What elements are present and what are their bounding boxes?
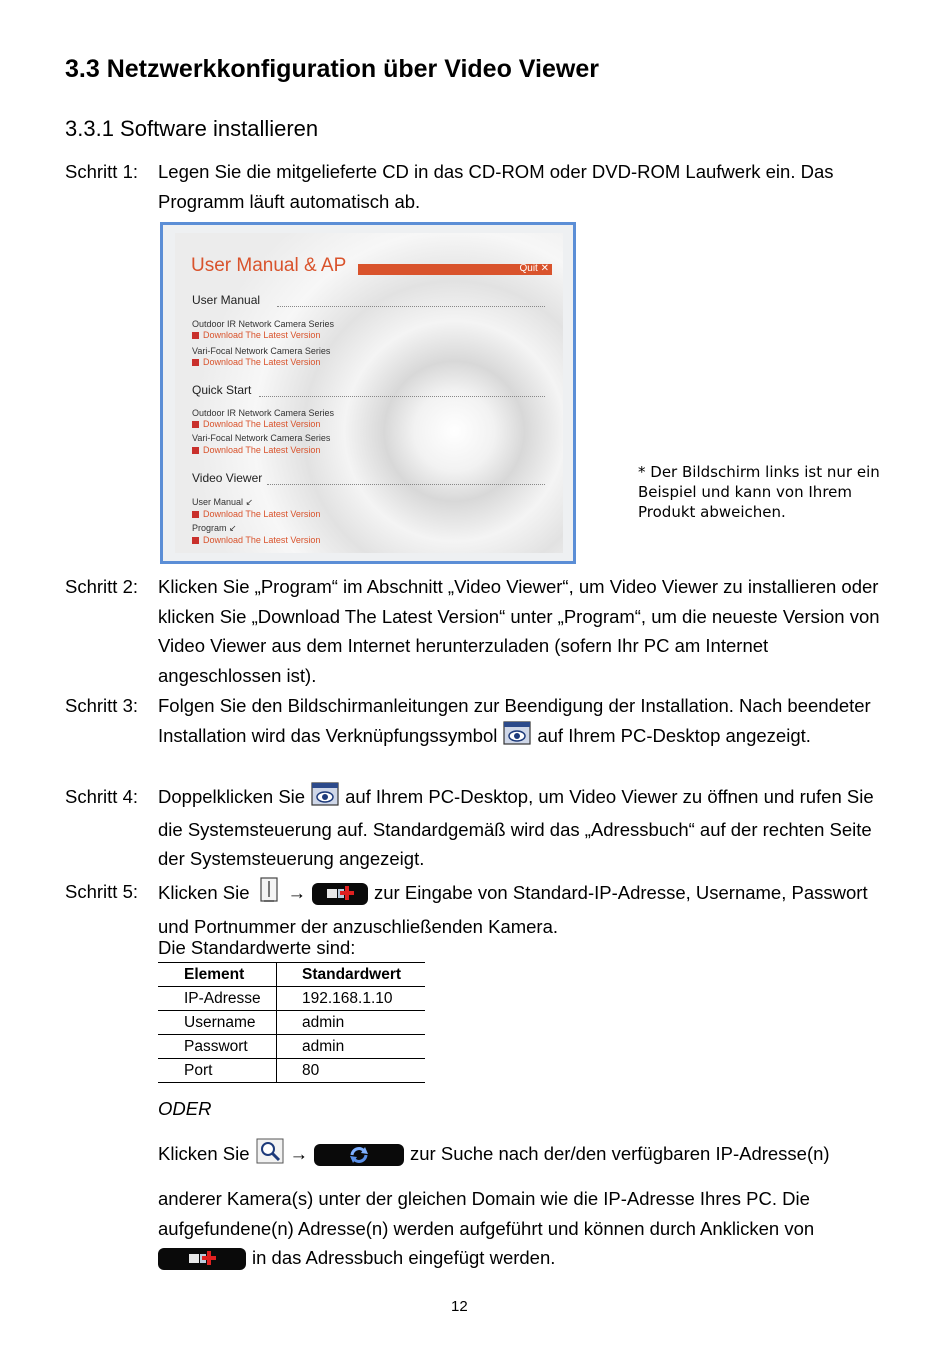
step-5-text-a: Klicken Sie (158, 882, 250, 904)
screenshot-download-link[interactable]: Download The Latest Version (192, 535, 320, 545)
page-title: 3.3 Netzwerkkonfiguration über Video Viewer (65, 55, 599, 83)
arrow: → (287, 882, 307, 904)
installer-screenshot (160, 222, 576, 564)
step-5-text-b: zur Eingabe von Standard-IP-Adresse, Username, Passwort und Portnummer der anzuschließenden Kamera. (158, 882, 868, 937)
step-4-text (158, 782, 893, 874)
screenshot-outdoor-1: Outdoor IR Network Camera Series (192, 319, 335, 329)
step-4-text-b: auf Ihrem PC-Desktop, um Video Viewer zu öffnen und rufen Sie die Systemsteuerung auf. Standardgemäß wird das „Adressbuch“ auf der rechten Seite der Systemsteuerung angezeigt. (158, 786, 874, 869)
step-4-label: Schritt 4: (65, 786, 138, 807)
table-cell: Username (158, 1011, 277, 1035)
screenshot-title-bar (358, 264, 552, 275)
step-3-label: Schritt 3: (65, 695, 138, 716)
table-header-default: Standardwert (277, 963, 426, 987)
screenshot-title: User Manual & AP (191, 255, 347, 276)
add-camera-button (312, 883, 368, 905)
step-1-text: Legen Sie die mitgelieferte CD in das CD-ROM oder DVD-ROM Laufwerk ein. Das Programm läuft automatisch ab. (158, 161, 834, 212)
screenshot-download-link[interactable]: Download The Latest Version (192, 509, 320, 519)
search-text-d: in das Adressbuch eingefügt werden. (252, 1247, 556, 1268)
search-icon (256, 1138, 284, 1173)
screenshot-varifocal-2: Vari-Focal Network Camera Series (192, 433, 331, 443)
step-3-text (158, 691, 893, 753)
screenshot-vv-program[interactable]: Program ↙ (192, 523, 237, 533)
dotted-line (267, 484, 545, 485)
arrow: → (289, 1143, 309, 1165)
step-5-label: Schritt 5: (65, 881, 138, 902)
table-cell: Port (158, 1059, 277, 1083)
screenshot-varifocal-1: Vari-Focal Network Camera Series (192, 346, 331, 356)
screenshot-quick-start-heading: Quick Start (192, 383, 252, 397)
defaults-intro: Die Standardwerte sind: (158, 937, 356, 958)
screenshot-download-link[interactable]: Download The Latest Version (192, 419, 320, 429)
page-number: 12 (451, 1298, 468, 1315)
defaults-table (158, 962, 425, 1083)
step-3-text-b: auf Ihrem PC-Desktop angezeigt. (537, 724, 811, 746)
table-cell: admin (277, 1011, 426, 1035)
table-cell: IP-Adresse (158, 987, 277, 1011)
screenshot-background (175, 233, 563, 553)
search-text-a: Klicken Sie (158, 1143, 250, 1165)
oder-label: ODER (158, 1098, 212, 1119)
screenshot-vv-user-manual[interactable]: User Manual ↙ (192, 497, 254, 507)
search-line-2 (158, 1243, 893, 1273)
screenshot-outdoor-2: Outdoor IR Network Camera Series (192, 408, 335, 418)
screenshot-download-link[interactable]: Download The Latest Version (192, 330, 320, 340)
table-row (158, 987, 425, 1011)
dotted-line (259, 396, 545, 397)
table-row (158, 1059, 425, 1083)
search-line (158, 1138, 918, 1173)
search-text-c: anderer Kamera(s) unter der gleichen Domain wie die IP-Adresse Ihres PC. Die aufgefundene(n) Adresse(n) werden aufgeführt und können durch Anklicken von (158, 1188, 815, 1239)
step-3-text-a: Folgen Sie den Bildschirmanleitungen zur Beendigung der Installation. Nach beendeter Installation wird das Verknüpfungssymbol (158, 695, 871, 746)
screenshot-note: * Der Bildschirm links ist nur ein Beispiel und kann von Ihrem Produkt abweichen. (638, 463, 880, 521)
step-4-text-a: Doppelklicken Sie (158, 786, 306, 808)
table-row (158, 1035, 425, 1059)
add-camera-button (158, 1248, 246, 1270)
dotted-line (277, 306, 545, 307)
video-viewer-shortcut-icon (503, 721, 531, 754)
table-header-element: Element (158, 963, 277, 987)
table-cell: Passwort (158, 1035, 277, 1059)
table-header-row (158, 963, 425, 987)
screenshot-download-link[interactable]: Download The Latest Version (192, 357, 320, 367)
table-cell: 192.168.1.10 (277, 987, 426, 1011)
table-cell: admin (277, 1035, 426, 1059)
step-5-text (158, 877, 893, 941)
search-text-b: zur Suche nach der/den verfügbaren IP-Adresse(n) (410, 1143, 830, 1165)
table-row (158, 1011, 425, 1035)
screenshot-video-viewer-heading: Video Viewer (192, 471, 263, 485)
screenshot-download-link[interactable]: Download The Latest Version (192, 445, 320, 455)
step-1-label: Schritt 1: (65, 161, 138, 182)
table-cell: 80 (277, 1059, 426, 1083)
section-title: 3.3.1 Software installieren (65, 116, 319, 141)
step-2-label: Schritt 2: (65, 576, 138, 597)
quit-button[interactable]: Quit ✕ (519, 263, 549, 274)
screenshot-user-manual-heading: User Manual (192, 293, 261, 307)
refresh-button (314, 1144, 404, 1166)
step-2-text: Klicken Sie „Program“ im Abschnitt „Video Viewer“, um Video Viewer zu installieren oder klicken Sie „Download The Latest Version“ unter „Program“, um die neueste Version von Video Viewer aus dem Internet herunterzuladen (sofern Ihr PC am Internet angeschlossen ist). (158, 576, 880, 686)
video-viewer-shortcut-icon (311, 782, 339, 815)
address-book-icon (256, 877, 282, 912)
